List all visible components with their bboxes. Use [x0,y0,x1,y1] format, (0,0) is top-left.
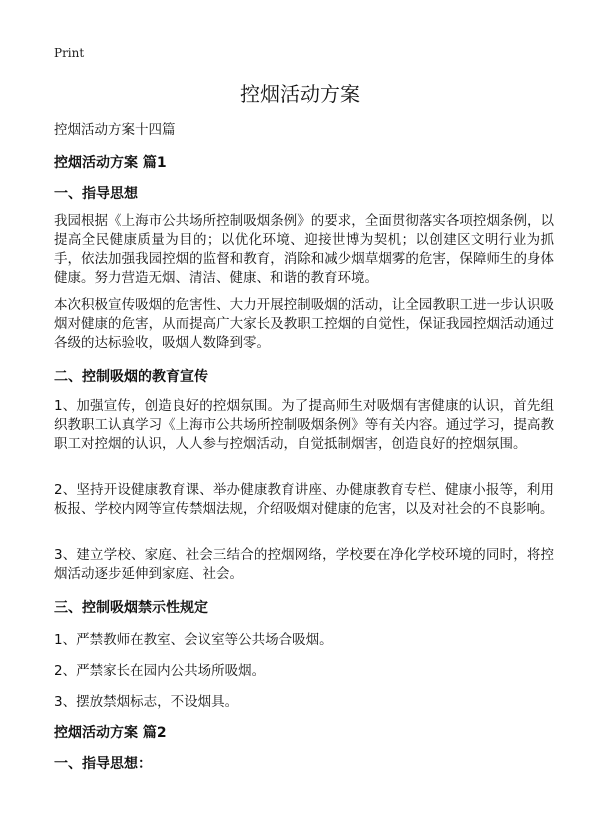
part2-item-2: 2、坚持开设健康教育课、举办健康教育讲座、办健康教育专栏、健康小报等，利用板报、学校内网等宣传禁烟法规，介绍吸烟对健康的危害，以及对社会的不良影响。 [54,482,554,517]
part2-item-3: 3、建立学校、家庭、社会三结合的控烟网络，学校要在净化学校环境的同时，将控烟活动逐步延伸到家庭、社会。 [54,547,554,582]
part3-item-2: 2、严禁家长在园内公共场所吸烟。 [54,663,266,679]
part3-item-1: 1、严禁教师在教室、会议室等公共场合吸烟。 [54,632,333,648]
part2-item-1: 1、加强宣传，创造良好的控烟氛围。为了提高师生对吸烟有害健康的认识，首先组织教职工认真学习《上海市公共场所控制吸烟条例》等有关内容。通过学习，提高教职工对控烟的认识，人人参与控烟活动，自觉抵制烟害，创造良好的控烟氛围。 [54,398,554,452]
section-heading-1: 控烟活动方案 篇1 [54,155,167,171]
document-subtitle: 控烟活动方案十四篇 [54,122,176,138]
part1-heading: 一、指导思想 [54,186,138,202]
print-link[interactable]: Print [54,46,85,60]
part3-item-3: 3、摆放禁烟标志，不设烟具。 [54,694,239,710]
section-heading-2: 控烟活动方案 篇2 [54,725,167,741]
section2-part1-heading: 一、指导思想： [54,756,152,772]
part2-heading: 二、控制吸烟的教育宣传 [54,369,208,385]
part3-heading: 三、控制吸烟禁示性规定 [54,600,208,616]
page-title: 控烟活动方案 [240,82,360,106]
part1-paragraph-1: 我园根据《上海市公共场所控制吸烟条例》的要求，全面贯彻落实各项控烟条例，以提高全民健康质量为目的；以优化环境、迎接世博为契机；以创建区文明行业为抓手，依法加强我园控烟的监督和教育，消除和减少烟草烟雾的危害，保障师生的身体健康。努力营造无烟、清洁、健康、和谐的教育环境。 [54,213,554,286]
part1-paragraph-2: 本次积极宣传吸烟的危害性、大力开展控制吸烟的活动，让全园教职工进一步认识吸烟对健康的危害，从而提高广大家长及教职工控烟的自觉性，保证我园控烟活动通过各级的达标验收，吸烟人数降到零。 [54,297,554,351]
